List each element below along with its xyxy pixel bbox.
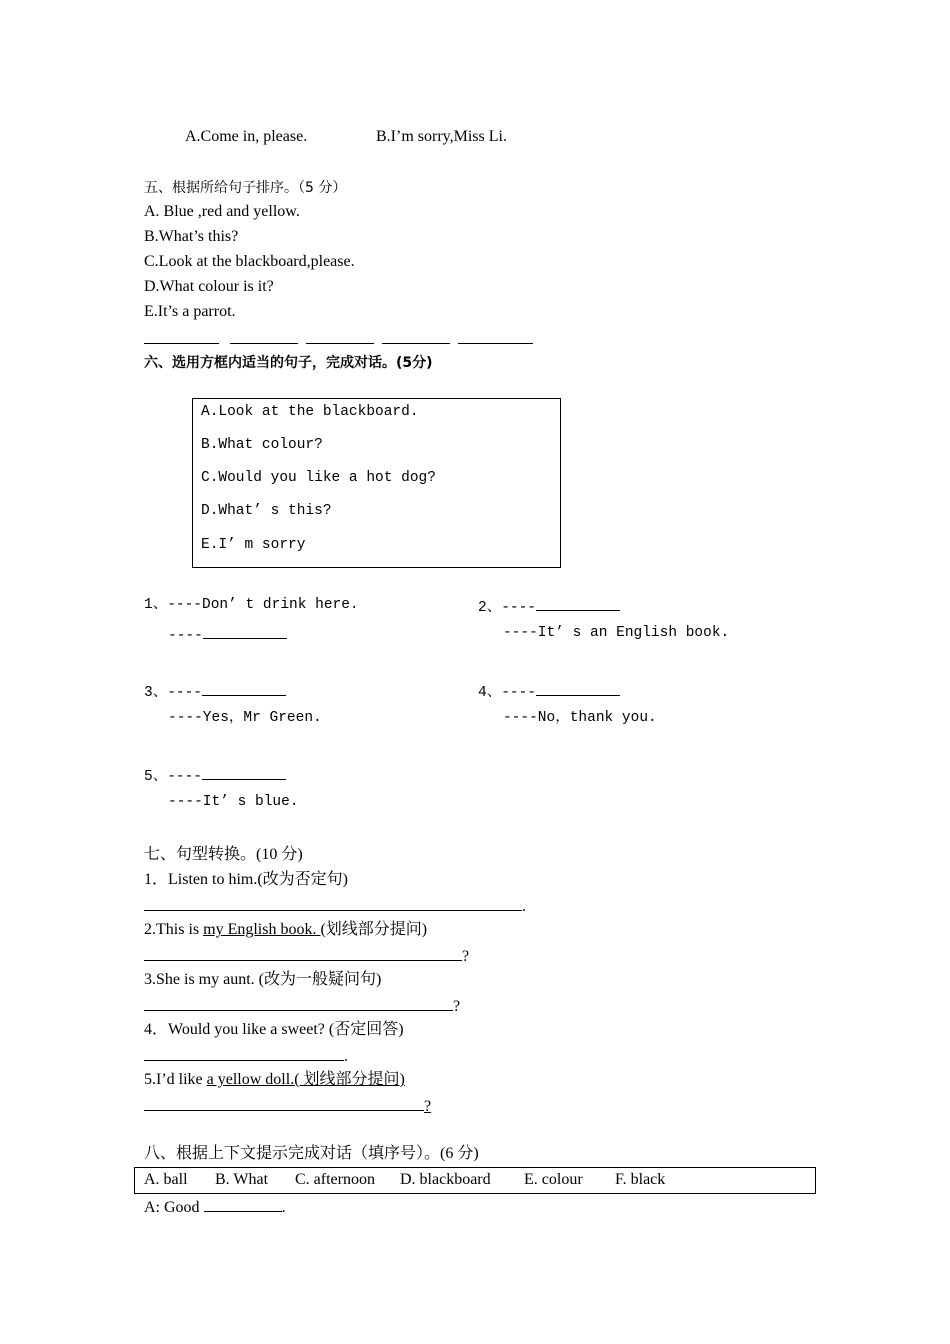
dialogue-4-reply: ----No，thank you.: [503, 710, 657, 726]
dialogue-2-blank[interactable]: [536, 595, 620, 611]
dialogue-5-reply: ----It’ s blue.: [168, 794, 299, 810]
section7-answer-3: ?: [144, 995, 460, 1017]
previous-option-a: A.Come in, please.: [185, 128, 308, 145]
dialogue-1-blank[interactable]: [203, 623, 287, 639]
dialogue-5-prompt: 5、----: [144, 764, 286, 787]
dialogue-blank[interactable]: [204, 1196, 282, 1212]
section8-option-c: C. afternoon: [295, 1171, 375, 1188]
section5-item-a: A. Blue ,red and yellow.: [144, 203, 300, 220]
underlined-phrase: a yellow doll.(: [206, 1071, 304, 1088]
dialogue-1-prompt: 1、----Don’ t drink here.: [144, 597, 359, 613]
answer-blank-2[interactable]: [230, 328, 298, 344]
dialogue-3-blank[interactable]: [202, 680, 286, 696]
section8-option-a: A. ball: [144, 1171, 188, 1188]
section8-option-d: D. blackboard: [400, 1171, 491, 1188]
section8-option-f: F. black: [615, 1171, 666, 1188]
section7-question-1: 1．Listen to him.(改为否定句): [144, 871, 348, 888]
section5-title: 五、根据所给句子排序。（5 分）: [144, 180, 347, 196]
answer-line-2[interactable]: [144, 945, 462, 961]
answer-blank-3[interactable]: [306, 328, 374, 344]
section8-option-b: B. What: [215, 1171, 269, 1188]
section6-option-d: D.What’ s this?: [201, 503, 332, 519]
answer-blank-4[interactable]: [382, 328, 450, 344]
section7-question-2: 2.This is my English book. (划线部分提问): [144, 921, 428, 938]
section5-item-c: C.Look at the blackboard,please.: [144, 253, 355, 270]
section8-option-e: E. colour: [524, 1171, 583, 1188]
dialogue-5-blank[interactable]: [202, 764, 286, 780]
section7-question-5: 5.I’d like a yellow doll.( 划线部分提问): [144, 1071, 405, 1088]
dialogue-2-prompt: 2、----: [478, 595, 620, 618]
section8-options-box: [134, 1167, 816, 1194]
answer-blank-1[interactable]: [144, 328, 219, 344]
section6-option-c: C.Would you like a hot dog?: [201, 470, 436, 486]
answer-line-5[interactable]: [144, 1095, 424, 1111]
dialogue-4-prompt: 4、----: [478, 680, 620, 703]
section7-answer-1: .: [144, 895, 526, 917]
answer-line-1[interactable]: [144, 895, 522, 911]
section7-answer-2: ?: [144, 945, 469, 967]
underlined-phrase: my English book.: [203, 921, 321, 938]
section6-option-e: E.I’ m sorry: [201, 537, 306, 553]
section7-title: 七、句型转换。(10 分): [144, 846, 303, 863]
answer-blank-5[interactable]: [458, 328, 533, 344]
section5-item-e: E.It’s a parrot.: [144, 303, 236, 320]
section5-answer-blanks: [144, 328, 533, 349]
section5-item-b: B.What’s this?: [144, 228, 239, 245]
section6-option-a: A.Look at the blackboard.: [201, 404, 419, 420]
section8-dialogue-line-1: A: Good .: [144, 1196, 286, 1218]
answer-line-3[interactable]: [144, 995, 453, 1011]
section6-option-b: B.What colour?: [201, 437, 323, 453]
section7-answer-4: .: [144, 1045, 348, 1067]
dialogue-1-reply: ----: [168, 623, 287, 646]
section8-title: 八、根据上下文提示完成对话（填序号）。(6 分): [144, 1145, 479, 1162]
dialogue-3-reply: ----Yes，Mr Green.: [168, 710, 322, 726]
section6-title: 六、选用方框内适当的句子，完成对话。(5分): [144, 355, 433, 371]
section6-options-box: [192, 398, 561, 568]
answer-line-4[interactable]: [144, 1045, 344, 1061]
dialogue-2-reply: ----It’ s an English book.: [503, 625, 730, 641]
dialogue-4-blank[interactable]: [536, 680, 620, 696]
section7-question-3: 3.She is my aunt. (改为一般疑问句): [144, 971, 382, 988]
section7-question-4: 4．Would you like a sweet? (否定回答): [144, 1021, 404, 1038]
dialogue-3-prompt: 3、----: [144, 680, 286, 703]
previous-option-b: B.I’m sorry,Miss Li.: [376, 128, 507, 145]
section5-item-d: D.What colour is it?: [144, 278, 274, 295]
section7-answer-5: ?: [144, 1095, 431, 1117]
